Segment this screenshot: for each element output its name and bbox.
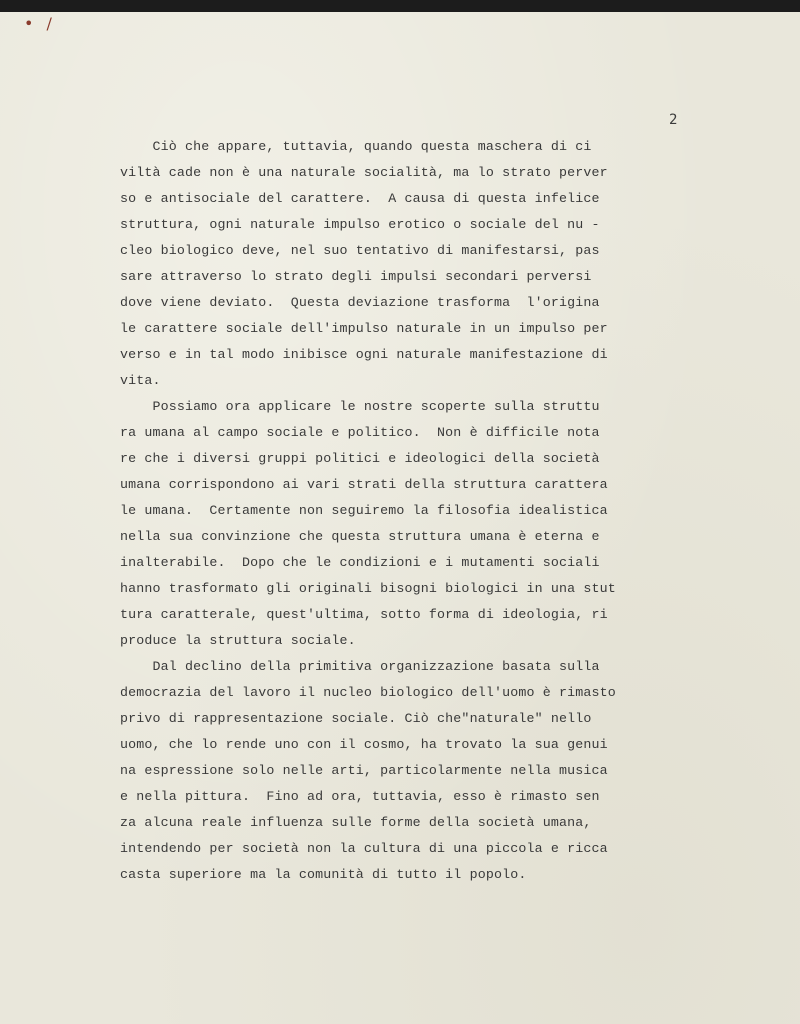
- text-line: dove viene deviato. Questa deviazione trasforma l'origina: [120, 295, 600, 310]
- text-line: viltà cade non è una naturale socialità, ma lo strato perver: [120, 165, 608, 180]
- document-page: [0, 12, 800, 1024]
- text-line: privo di rappresentazione sociale. Ciò che"naturale" nello: [120, 711, 592, 726]
- text-line: le carattere sociale dell'impulso naturale in un impulso per: [120, 321, 608, 336]
- text-line: uomo, che lo rende uno con il cosmo, ha trovato la sua genui: [120, 737, 608, 752]
- text-line: produce la struttura sociale.: [120, 633, 356, 648]
- text-line: Ciò che appare, tuttavia, quando questa maschera di ci: [120, 139, 592, 154]
- text-line: za alcuna reale influenza sulle forme della società umana,: [120, 815, 592, 830]
- text-line: le umana. Certamente non seguiremo la filosofia idealistica: [120, 503, 608, 518]
- text-line: cleo biologico deve, nel suo tentativo di manifestarsi, pas: [120, 243, 600, 258]
- body-text: [120, 134, 700, 888]
- text-line: vita.: [120, 373, 161, 388]
- text-line: na espressione solo nelle arti, particolarmente nella musica: [120, 763, 608, 778]
- text-line: nella sua convinzione che questa struttura umana è eterna e: [120, 529, 600, 544]
- text-line: Possiamo ora applicare le nostre scoperte sulla struttu: [120, 399, 600, 414]
- text-line: sare attraverso lo strato degli impulsi secondari perversi: [120, 269, 592, 284]
- text-line: casta superiore ma la comunità di tutto il popolo.: [120, 867, 527, 882]
- text-line: so e antisociale del carattere. A causa di questa infelice: [120, 191, 600, 206]
- text-line: struttura, ogni naturale impulso erotico o sociale del nu -: [120, 217, 600, 232]
- text-line: democrazia del lavoro il nucleo biologico dell'uomo è rimasto: [120, 685, 616, 700]
- text-line: verso e in tal modo inibisce ogni naturale manifestazione di: [120, 347, 608, 362]
- text-line: ra umana al campo sociale e politico. Non è difficile nota: [120, 425, 600, 440]
- text-line: umana corrispondono ai vari strati della struttura carattera: [120, 477, 608, 492]
- text-line: intendendo per società non la cultura di una piccola e ricca: [120, 841, 608, 856]
- text-line: e nella pittura. Fino ad ora, tuttavia, esso è rimasto sen: [120, 789, 600, 804]
- corner-ink-mark: • /: [24, 14, 56, 33]
- page-number: 2: [669, 112, 678, 128]
- text-line: Dal declino della primitiva organizzazione basata sulla: [120, 659, 600, 674]
- text-line: hanno trasformato gli originali bisogni biologici in una stut: [120, 581, 616, 596]
- text-line: inalterabile. Dopo che le condizioni e i mutamenti sociali: [120, 555, 600, 570]
- text-line: re che i diversi gruppi politici e ideologici della società: [120, 451, 600, 466]
- text-line: tura caratterale, quest'ultima, sotto forma di ideologia, ri: [120, 607, 608, 622]
